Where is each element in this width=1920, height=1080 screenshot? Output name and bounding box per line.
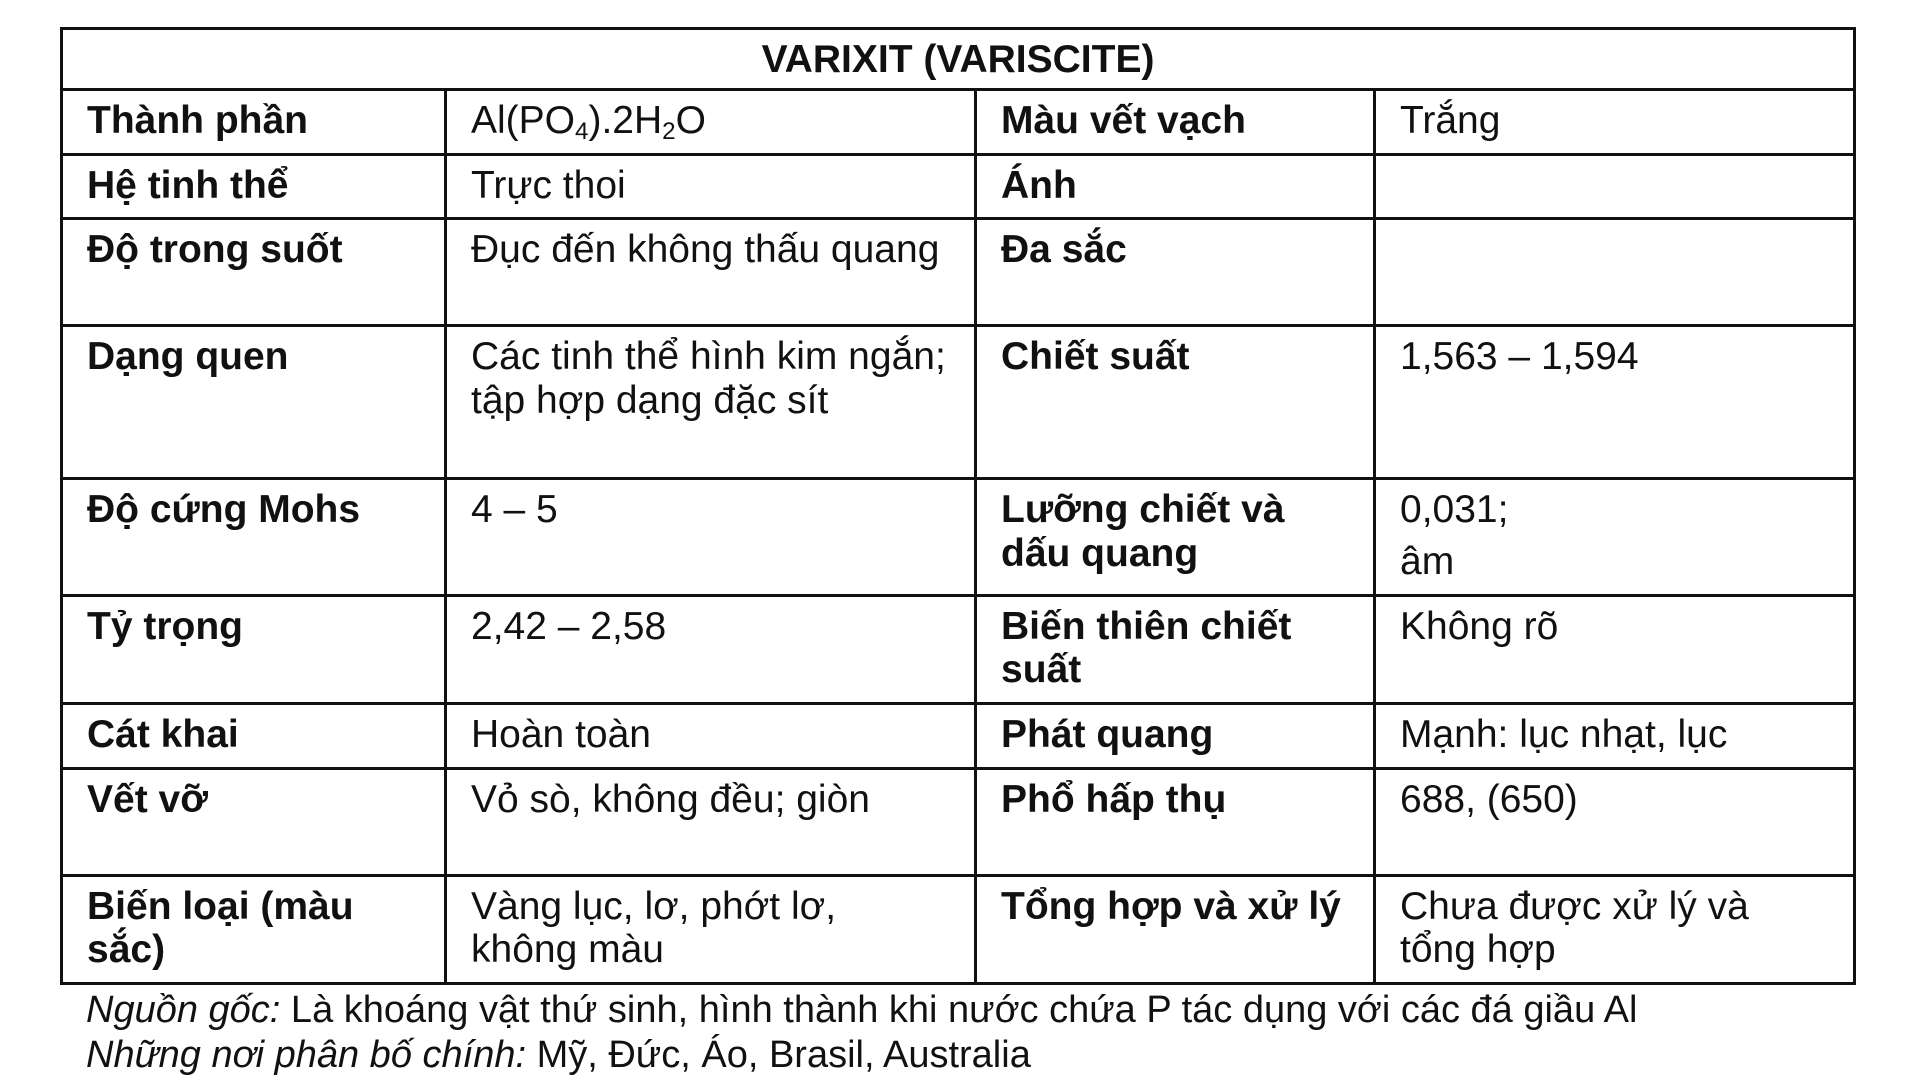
origin-label: Nguồn gốc: xyxy=(86,989,281,1031)
row-label: Dạng quen xyxy=(62,326,446,479)
table-row xyxy=(62,154,1855,219)
distribution-label: Những nơi phân bố chính: xyxy=(86,1033,527,1076)
row-value: 2,42 – 2,58 xyxy=(446,595,976,703)
title-row xyxy=(62,29,1855,90)
value-line: âm xyxy=(1400,540,1455,584)
row-value xyxy=(1375,479,1855,595)
table-row xyxy=(62,704,1855,769)
row-label: Thành phần xyxy=(62,90,446,155)
row-value: Trắng xyxy=(1375,90,1855,155)
row-label: Cát khai xyxy=(62,704,446,769)
row-value xyxy=(446,90,976,155)
row-label: Độ cứng Mohs xyxy=(62,479,446,595)
origin-note xyxy=(86,988,1637,1033)
table-row xyxy=(62,90,1855,155)
row-label: Hệ tinh thể xyxy=(62,154,446,219)
row-label: Phổ hấp thụ xyxy=(976,768,1375,875)
table-row xyxy=(62,219,1855,326)
row-value: Hoàn toàn xyxy=(446,704,976,769)
row-label: Phát quang xyxy=(976,704,1375,769)
table-title: VARIXIT (VARISCITE) xyxy=(62,29,1855,90)
origin-text: Là khoáng vật thứ sinh, hình thành khi nước chứa P tác dụng với các đá giầu Al xyxy=(280,989,1638,1031)
row-label: Vết vỡ xyxy=(62,768,446,875)
row-label: Ánh xyxy=(976,154,1375,219)
row-value: Mạnh: lục nhạt, lục xyxy=(1375,704,1855,769)
row-value: 4 – 5 xyxy=(446,479,976,595)
row-value: 688, (650) xyxy=(1375,768,1855,875)
row-label: Tổng hợp và xử lý xyxy=(976,875,1375,983)
formula-part: O xyxy=(675,99,706,142)
row-value: Vỏ sò, không đều; giòn xyxy=(446,768,976,875)
row-value xyxy=(1375,219,1855,326)
row-value: Vàng lục, lơ, phớt lơ, không màu xyxy=(446,875,976,983)
row-label: Biến thiên chiết suất xyxy=(976,595,1375,703)
row-value: Chưa được xử lý và tổng hợp xyxy=(1375,875,1855,983)
row-value: 1,563 – 1,594 xyxy=(1375,326,1855,479)
formula-part: ).2H xyxy=(588,99,663,142)
row-value: Đục đến không thấu quang xyxy=(446,219,976,326)
table-row xyxy=(62,875,1855,983)
distribution-note xyxy=(86,1033,1637,1078)
row-value: Không rõ xyxy=(1375,595,1855,703)
row-label: Chiết suất xyxy=(976,326,1375,479)
row-value: Các tinh thể hình kim ngắn; tập hợp dạng đặc sít xyxy=(446,326,976,479)
formula-part: Al(PO xyxy=(471,99,576,142)
distribution-text: Mỹ, Đức, Áo, Brasil, Australia xyxy=(526,1033,1031,1076)
table-row xyxy=(62,595,1855,703)
formula-subscript: 4 xyxy=(575,118,589,146)
row-label: Màu vết vạch xyxy=(976,90,1375,155)
table-row xyxy=(62,479,1855,595)
row-label: Biến loại (màu sắc) xyxy=(62,875,446,983)
row-label: Lưỡng chiết và dấu quang xyxy=(976,479,1375,595)
row-label: Độ trong suốt xyxy=(62,219,446,326)
row-label: Đa sắc xyxy=(976,219,1375,326)
mineral-properties-table xyxy=(60,27,1856,985)
footnotes xyxy=(86,988,1637,1078)
row-value xyxy=(1375,154,1855,219)
row-value: Trực thoi xyxy=(446,154,976,219)
table-row xyxy=(62,768,1855,875)
table-row xyxy=(62,326,1855,479)
formula-subscript: 2 xyxy=(662,118,676,146)
value-line: 0,031; xyxy=(1400,488,1509,532)
row-label: Tỷ trọng xyxy=(62,595,446,703)
